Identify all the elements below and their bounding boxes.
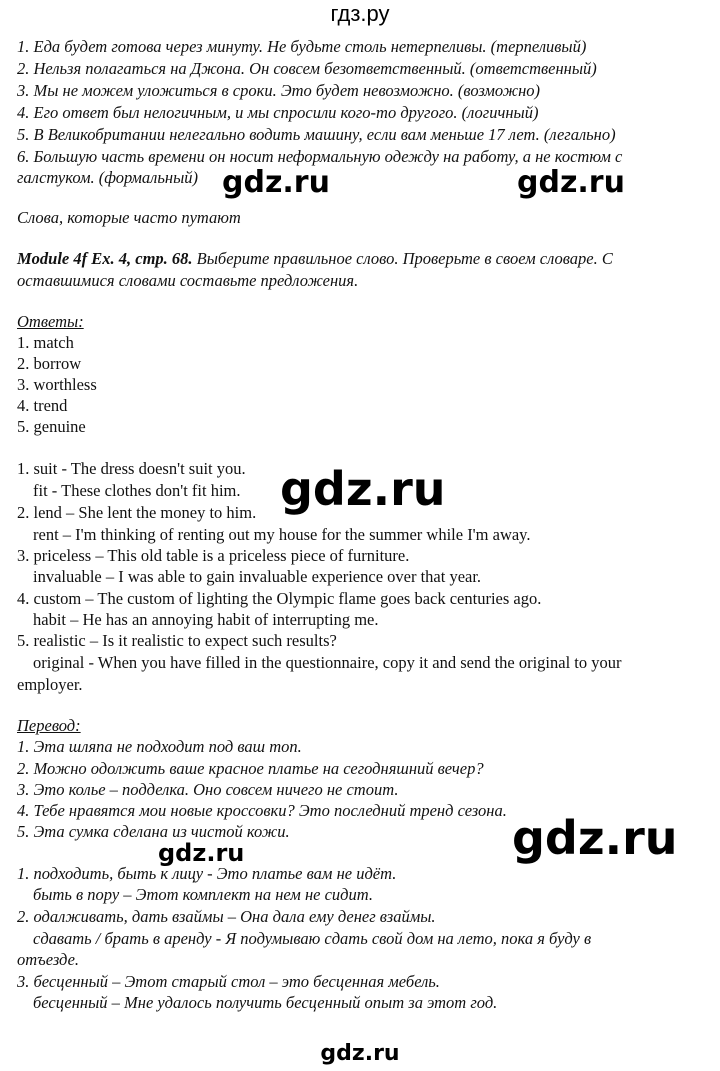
answer-item: 3. worthless <box>17 375 97 394</box>
sentence-line: 5. realistic – Is it realistic to expect such results? <box>17 631 337 650</box>
meaning-line: 3. бесценный – Этот старый стол – это бесценная мебель. <box>17 972 440 991</box>
sentence-line: 2. lend – She lent the money to him. <box>17 503 257 522</box>
translation-line-1: 1. Еда будет готова через минуту. Не будьте столь нетерпеливы. (терпеливый) <box>17 37 587 56</box>
translation-line-5: 5. В Великобритании нелегально водить машину, если вам меньше 17 лет. (легально) <box>17 125 616 144</box>
translation-item: 4. Тебе нравятся мои новые кроссовки? Это последний тренд сезона. <box>17 801 507 820</box>
translation-line-2: 2. Нельзя полагаться на Джона. Он совсем безответственный. (ответственный) <box>17 59 597 78</box>
section-title: Слова, которые часто путают <box>17 208 241 227</box>
answer-item: 4. trend <box>17 396 68 415</box>
translation-line-6: 6. Большую часть времени он носит неформальную одежду на работу, а не костюм с <box>17 147 623 166</box>
exercise-ref: Module 4f Ex. 4, стр. 68. <box>17 249 193 268</box>
translation-line-6-cont: галстуком. (формальный) <box>17 168 198 187</box>
site-footer: gdz.ru <box>320 1041 400 1066</box>
sentence-line: invaluable – I was able to gain invaluable experience over that year. <box>33 567 482 586</box>
meaning-line: отъезде. <box>17 950 80 969</box>
sentence-line: employer. <box>17 675 83 694</box>
sentence-line: fit - These clothes don't fit him. <box>33 481 241 500</box>
meaning-line: 1. подходить, быть к лицу - Это платье вам не идёт. <box>17 864 397 883</box>
translation-label: Перевод: <box>17 716 81 735</box>
meaning-line: сдавать / брать в аренду - Я подумываю сдать свой дом на лето, пока я буду в <box>33 929 592 948</box>
answer-item: 2. borrow <box>17 354 82 373</box>
watermark: gdz.ru <box>222 165 330 200</box>
answers-label: Ответы: <box>17 312 84 331</box>
meaning-line: 2. одалживать, дать взаймы – Она дала ему денег взаймы. <box>17 907 436 926</box>
meaning-line: быть в пору – Этот комплект на нем не сидит. <box>33 885 373 904</box>
site-header: гдз.ру <box>330 1 390 26</box>
sentence-line: rent – I'm thinking of renting out my house for the summer while I'm away. <box>33 525 531 544</box>
sentence-line: 4. custom – The custom of lighting the Olympic flame goes back centuries ago. <box>17 589 542 608</box>
answer-item: 5. genuine <box>17 417 86 436</box>
watermark: gdz.ru <box>158 839 245 867</box>
exercise-instruction-cont: оставшимися словами составьте предложения. <box>17 271 359 290</box>
sentence-line: habit – He has an annoying habit of interrupting me. <box>33 610 379 629</box>
watermark: gdz.ru <box>280 462 446 516</box>
sentence-line: 1. suit - The dress doesn't suit you. <box>17 459 246 478</box>
exercise-instruction: Выберите правильное слово. Проверьте в своем словаре. С <box>192 249 613 268</box>
translation-item: 1. Эта шляпа не подходит под ваш топ. <box>17 737 302 756</box>
sentence-line: original - When you have filled in the questionnaire, copy it and send the original to your <box>33 653 622 672</box>
translation-item: 5. Эта сумка сделана из чистой кожи. <box>17 822 290 841</box>
answer-item: 1. match <box>17 333 74 352</box>
exercise-header <box>17 248 613 269</box>
translation-item: 3. Это колье – подделка. Оно совсем ничего не стоит. <box>17 780 399 799</box>
watermark: gdz.ru <box>512 811 678 865</box>
translation-line-3: 3. Мы не можем уложиться в сроки. Это будет невозможно. (возможно) <box>17 81 541 100</box>
meaning-line: бесценный – Мне удалось получить бесценный опыт за этот год. <box>33 993 498 1012</box>
sentence-line: 3. priceless – This old table is a priceless piece of furniture. <box>17 546 410 565</box>
translation-line-4: 4. Его ответ был нелогичным, и мы спросили кого-то другого. (логичный) <box>17 103 539 122</box>
translation-item: 2. Можно одолжить ваше красное платье на сегодняшний вечер? <box>17 759 484 778</box>
watermark: gdz.ru <box>517 165 625 200</box>
